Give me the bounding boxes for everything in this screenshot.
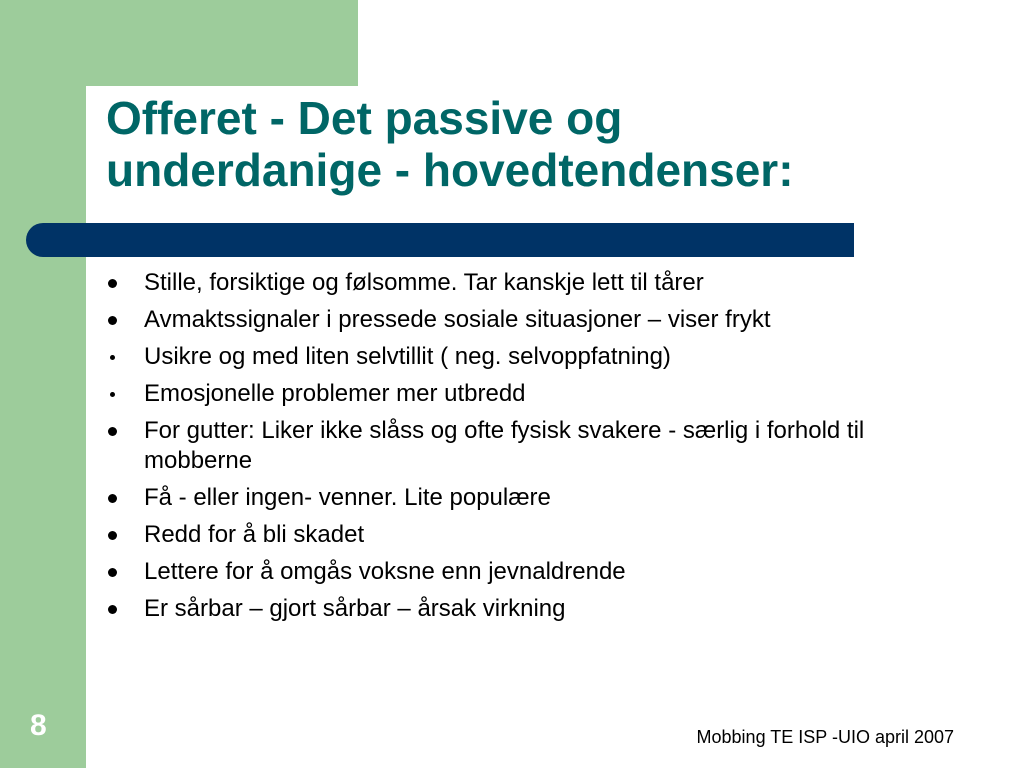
list-item-text: Emosjonelle problemer mer utbredd (144, 380, 526, 407)
footer-text: Mobbing TE ISP -UIO april 2007 (696, 727, 954, 747)
list-item (106, 520, 926, 550)
bullet-dot-icon (108, 531, 117, 540)
list-item (106, 342, 926, 372)
list-item-text: Stille, forsiktige og følsomme. Tar kanskje lett til tårer (144, 269, 704, 296)
list-item-text: Usikre og med liten selvtillit ( neg. selvoppfatning) (144, 343, 671, 370)
bullet-dot-icon (108, 568, 117, 577)
list-item (106, 268, 926, 298)
slide-title (106, 92, 966, 196)
list-item (106, 594, 926, 624)
list-item (106, 379, 926, 409)
bullet-dot-icon (108, 427, 117, 436)
list-item-text: Redd for å bli skadet (144, 521, 365, 548)
bullet-dot-small-icon (110, 392, 115, 397)
bullet-dot-icon (108, 494, 117, 503)
list-item-text: Avmaktssignaler i pressede sosiale situasjoner – viser frykt (144, 306, 771, 333)
bullet-dot-icon (108, 279, 117, 288)
slide-title-line-2: underdanige - hovedtendenser: (106, 144, 794, 196)
list-item (106, 416, 926, 476)
top-green-block (0, 0, 358, 86)
list-item-text: For gutter: Liker ikke slåss og ofte fysisk svakere - særlig i forhold til mobberne (144, 417, 865, 474)
bullet-dot-icon (108, 316, 117, 325)
list-item-text: Er sårbar – gjort sårbar – årsak virkning (144, 595, 566, 622)
list-item-text: Lettere for å omgås voksne enn jevnaldrende (144, 558, 626, 585)
slide-number: 8 (30, 709, 47, 742)
title-divider-bar (26, 223, 854, 257)
list-item (106, 483, 926, 513)
bullet-dot-icon (108, 605, 117, 614)
list-item (106, 557, 926, 587)
bullet-dot-small-icon (110, 355, 115, 360)
left-green-strip (0, 0, 86, 768)
list-item (106, 305, 926, 335)
slide-title-line-1: Offeret - Det passive og (106, 92, 623, 144)
bullet-list (106, 268, 926, 631)
list-item-text: Få - eller ingen- venner. Lite populære (144, 484, 551, 511)
